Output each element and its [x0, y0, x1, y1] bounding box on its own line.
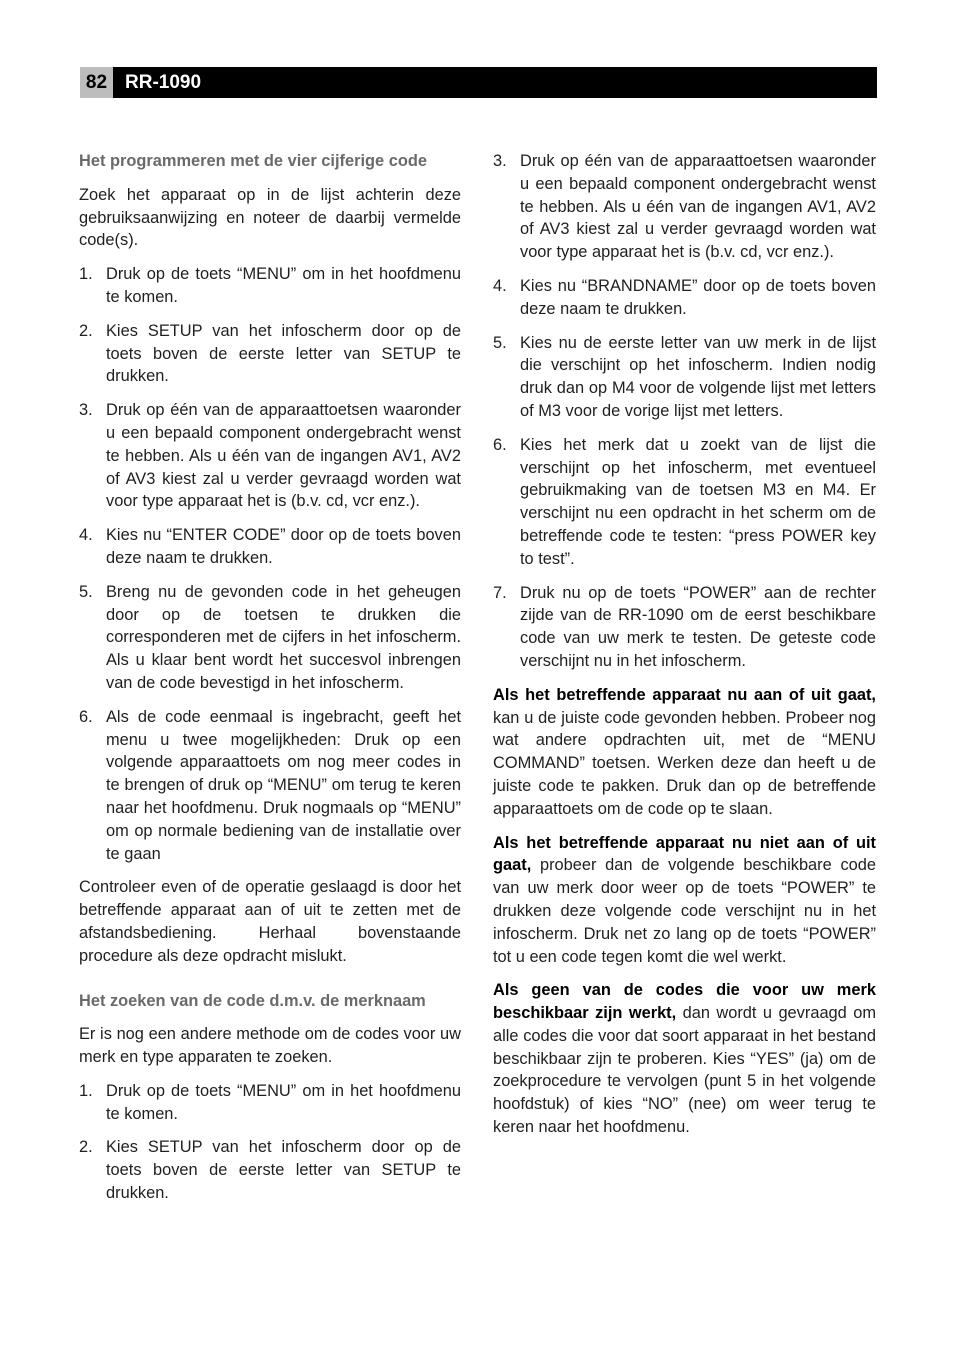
intro-paragraph: Zoek het apparaat op in de lijst achterin deze gebruiksaanwijzing en noteer de daarbij vermelde code(s).: [79, 185, 461, 250]
body-text: probeer dan de volgende beschikbare code van uw merk door weer op de toets “POWER” te drukken deze volgende code verschijnt nu in het infoscherm. Druk net zo lang op de toets “POWER” tot u een code tegen komt die wel werkt.: [493, 856, 876, 966]
lead-text: Als het betreffende apparaat nu niet aan of uit gaat,: [493, 833, 876, 875]
step-number: 5.: [493, 333, 507, 352]
list-item: [493, 150, 876, 264]
step-text: Breng nu de gevonden code in het geheugen door op de toetsen te drukken die corresponderen met de cijfers in het infoscherm. Als u klaar bent wordt het succesvol inbrengen van de code bevestigd in het infoscherm.: [106, 582, 461, 692]
step-number: 3.: [493, 152, 507, 170]
step-text: Kies SETUP van het infoscherm door op de toets boven de eerste letter van SETUP te drukken.: [106, 321, 461, 386]
list-item: [79, 263, 461, 309]
list-item: [79, 706, 461, 866]
step-number: 2.: [79, 321, 93, 340]
step-text: Kies nu “BRANDNAME” door op de toets boven deze naam te drukken.: [520, 276, 876, 318]
step-number: 6.: [493, 435, 507, 454]
step-number: 4.: [79, 526, 93, 545]
result-paragraph: [493, 684, 876, 821]
step-text: Als de code eenmaal is ingebracht, geeft het menu u twee mogelijkheden: Druk op een volgende apparaattoets om nog meer codes in te brengen of druk op “MENU” om terug te keren naar het hoofdmenu. Druk nogmaals op “MENU” om op normale bediening van de installatie over te gaan: [106, 707, 461, 863]
step-number: 3.: [79, 401, 93, 420]
step-text: Druk op de toets “MENU” om in het hoofdmenu te komen.: [106, 1081, 461, 1123]
list-item: [79, 1136, 461, 1204]
list-item: [493, 434, 876, 571]
step-number: 4.: [493, 276, 507, 295]
body-text: dan wordt u gevraagd om alle codes die voor dat soort apparaat in het bestand beschikbaar zijn te proberen. Kies “YES” (ja) om de zoekprocedure te vervolgen (punt 5 in het volgende hoofdstuk) of kies “NO” (nee) om weer terug te keren naar het hoofdmenu.: [493, 1004, 876, 1137]
steps-list: [79, 1080, 461, 1205]
step-number: 1.: [79, 265, 93, 284]
result-paragraph: [493, 979, 876, 1139]
list-item: [493, 275, 876, 321]
steps-list: [493, 150, 876, 673]
body-text: kan u de juiste code gevonden hebben. Probeer nog wat andere opdrachten uit, met de “MENU COMMAND” toetsen. Werken deze dan heeft u de juiste code te pakken. Druk dan op de betreffende apparaattoets om de code op te slaan.: [493, 708, 876, 818]
step-number: 1.: [79, 1081, 93, 1100]
list-item: [79, 1080, 461, 1126]
model-name: RR-1090: [125, 72, 202, 93]
lead-text: Als geen van de codes die voor uw merk beschikbaar zijn werkt,: [493, 981, 876, 1023]
step-number: 6.: [79, 707, 93, 726]
step-text: Druk nu op de toets “POWER” aan de rechter zijde van de RR-1090 om de eerst beschikbare code van uw merk te testen. De geteste code verschijnt nu in het infoscherm.: [520, 583, 876, 670]
left-column: [79, 150, 461, 1216]
step-text: Kies nu de eerste letter van uw merk in de lijst die verschijnt op het infoscherm. Indien nodig druk dan op M4 voor de volgende lijst met letters of M3 voor de vorige lijst met letters.: [520, 333, 876, 420]
intro-paragraph: Er is nog een andere methode om de codes voor uw merk en type apparaten te zoeken.: [79, 1025, 461, 1067]
step-number: 5.: [79, 582, 93, 601]
page-header: [80, 67, 877, 98]
list-item: [79, 581, 461, 695]
section-heading: Het programmeren met de vier cijferige code: [79, 152, 427, 170]
step-text: Druk op één van de apparaattoetsen waaronder u een bepaald component ondergebracht wenst te hebben. Als u één van de ingangen AV1, AV2 of AV3 kiest zal u verder gevraagd worden wat voor type apparaat het is (b.v. cd, vcr enz.).: [106, 401, 461, 511]
lead-text: Als het betreffende apparaat nu aan of uit gaat,: [493, 685, 876, 704]
page-number: 82: [80, 67, 113, 98]
list-item: [493, 332, 876, 423]
list-item: [79, 399, 461, 513]
step-text: Kies het merk dat u zoekt van de lijst die verschijnt op het infoscherm, met eventueel gebruikmaking van de toetsen M3 en M4. Er verschijnt nu een opdracht in het scherm om de betreffende code te testen: “press POWER key to test”.: [520, 435, 876, 568]
step-number: 7.: [493, 583, 507, 602]
list-item: [79, 320, 461, 388]
list-item: [493, 582, 876, 673]
step-number: 2.: [79, 1138, 93, 1157]
step-text: Kies SETUP van het infoscherm door op de toets boven de eerste letter van SETUP te drukken.: [106, 1138, 461, 1203]
closing-paragraph: Controleer even of de operatie geslaagd is door het betreffende apparaat aan of uit te zetten met de afstandsbediening. Herhaal bovenstaande procedure als deze opdracht mislukt.: [79, 878, 461, 965]
step-text: Kies nu “ENTER CODE” door op de toets boven deze naam te drukken.: [106, 526, 461, 567]
steps-list: [79, 263, 461, 865]
step-text: Druk op de toets “MENU” om in het hoofdmenu te komen.: [106, 265, 461, 306]
result-paragraph: [493, 832, 876, 969]
step-text: Druk op één van de apparaattoetsen waaronder u een bepaald component ondergebracht wenst te hebben. Als u één van de ingangen AV1, AV2 of AV3 kiest zal u verder gevraagd worden wat voor type apparaat het is (b.v. cd, vcr enz.).: [520, 152, 876, 262]
section-heading: Het zoeken van de code d.m.v. de merknaam: [79, 991, 426, 1010]
right-column: [493, 150, 876, 1150]
list-item: [79, 524, 461, 570]
